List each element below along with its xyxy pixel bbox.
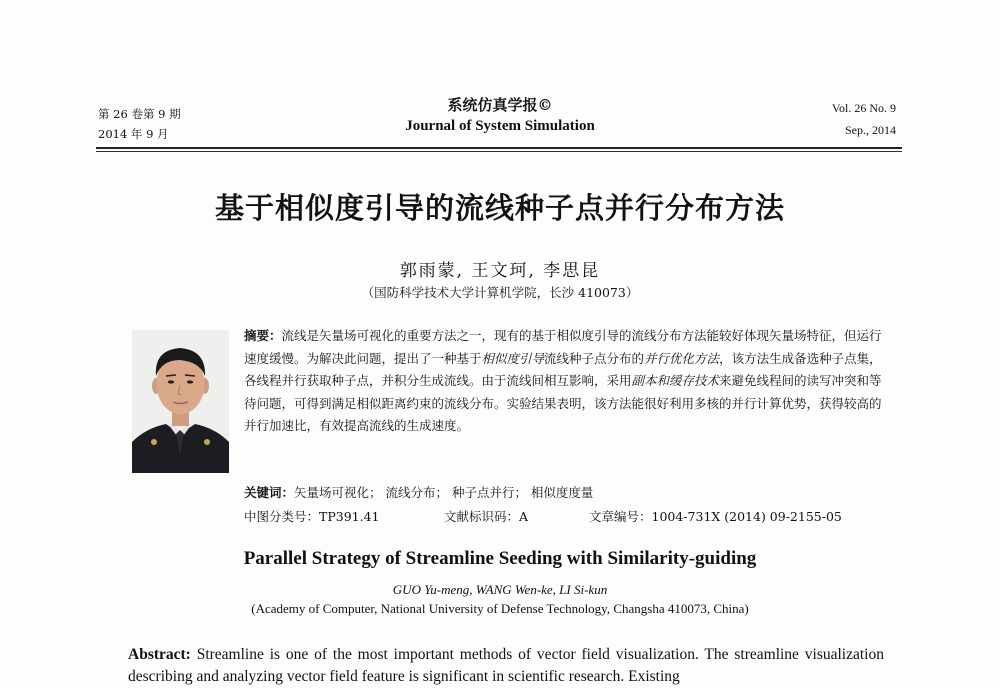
- keywords-cn: [244, 483, 593, 501]
- abstract-text-cn-4: 来避免线程间的读写冲突和等待问题，可得到满足相似距离约束的流线分布。实验结果表明，该方法能很好利用多核的并行计算优势，获得较高的并行加速比，有效提高流线的生成速度。: [244, 373, 882, 433]
- keywords-label-cn: 关键词：: [244, 485, 295, 500]
- abstract-emphasis-1: 相似度引导: [481, 350, 545, 366]
- volume-en: Vol. 26 No. 9: [831, 101, 896, 115]
- abstract-text-cn-1: 流线是矢量场可视化的重要方法之一，现有的基于相似度引导的流线分布方法能较好体现矢量场特征，但运行速度缓慢。为解决此问题，提出了一种基于: [244, 328, 882, 366]
- abstract-label-en: Abstract:: [128, 646, 191, 663]
- affiliation-cn: （国防科学技术大学计算机学院，长沙 410073）: [361, 285, 639, 300]
- journal-name-cn: 系统仿真学报©: [447, 96, 553, 114]
- abstract-label-cn: 摘要：: [244, 328, 282, 343]
- authors-en: GUO Yu-meng, WANG Wen-ke, LI Si-kun: [392, 582, 608, 597]
- paper-title-en: Parallel Strategy of Streamline Seeding with Similarity-guiding: [243, 548, 757, 569]
- header-rule-thin: [96, 151, 902, 152]
- abstract-emphasis-2: 并行优化方法: [644, 350, 720, 366]
- issue-info-en: [832, 97, 896, 141]
- abstract-text-cn-2: 流线种子点分布的: [544, 350, 645, 366]
- abstract-text-cn-3: ，该方法生成备选种子点集，各线程并行获取种子点，并积分生成流线。由于流线间相互影响，采用: [244, 350, 882, 388]
- abstract-cn: [244, 325, 884, 438]
- classification-line: [244, 507, 884, 525]
- journal-name-en: Journal of System Simulation: [405, 118, 595, 134]
- authors-cn: 郭雨蒙, 王文珂, 李思昆: [399, 261, 601, 281]
- abstract-text-en: Streamline is one of the most important methods of vector field visualization. The streamline visualization describing and analyzing vector field feature is significant in scientific research. Existing: [128, 646, 884, 685]
- abstract-en: [128, 644, 884, 688]
- keywords-text-cn: 矢量场可视化； 流线分布； 种子点并行； 相似度度量: [294, 485, 594, 500]
- document-code: 文献标识码：A: [444, 509, 529, 524]
- paper-title-cn: 基于相似度引导的流线种子点并行分布方法: [214, 191, 785, 225]
- abstract-emphasis-3: 副本和缓存技术: [631, 373, 720, 388]
- issue-number-cn: 第 26 卷第 9 期: [98, 107, 181, 121]
- author-photo-image: [132, 330, 229, 473]
- header-rule-thick: [96, 147, 902, 149]
- author-photo: [132, 330, 229, 473]
- affiliation-en: (Academy of Computer, National University of Defense Technology, Changsha 410073, China): [251, 601, 749, 616]
- issue-date-en: Sep., 2014: [845, 123, 896, 137]
- issue-date-cn: 2014 年 9 月: [98, 127, 169, 141]
- article-number: 文章编号：1004-731X (2014) 09-2155-05: [589, 509, 842, 524]
- clc-number: 中图分类号：TP391.41: [244, 509, 380, 524]
